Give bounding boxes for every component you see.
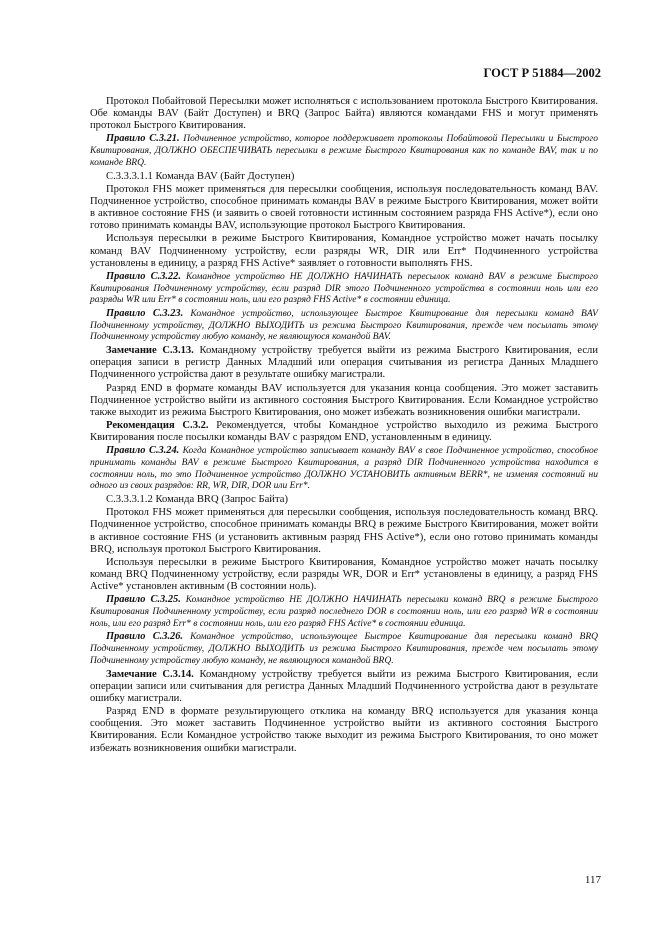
paragraph: Протокол FHS может применяться для пересылки сообщения, используя последовательность команд BAV. Подчиненное устройство, способное принимать команды BAV в режиме Быстрого Квитирования, может войти в активное состояние FHS (и заявить о своей готовности истинным состоянием разряда FHS Active*), если оно готово принимать команды BAV, использующие протокол Быстрого Квитирования.	[90, 183, 598, 232]
paragraph: Используя пересылки в режиме Быстрого Квитирования, Командное устройство может начать посылку команд BRQ Подчиненному устройству, если разряды WR, DOR и Err* установлены в единицу, а разряд FHS Active* установлен активным (В состоянии ноль).	[90, 556, 598, 593]
note-paragraph: Замечание С.3.14. Командному устройству требуется выйти из режима Быстрого Квитирования, если операции записи или считывания для регистра Данных Младший Подчиненного устройства дают в результате ошибку магистрали.	[90, 668, 599, 704]
paragraph: Протокол FHS может применяться для пересылки сообщения, используя последовательность команд BRQ. Подчиненное устройство, способное принимать команды BRQ в режиме Быстрого Квитирования, может войти в активное состояние FHS (и установить активным разряд FHS Active*), если оно готово принимать команды BRQ, используя протокол Быстрого Квитирования.	[90, 507, 598, 555]
note-paragraph: Замечание С.3.13. Командному устройству требуется выйти из режима Быстрого Квитирования, если операция записи в регистр Данных Младший или операция считывания из регистра Данных Младшего Подчиненного устройства дают в результате ошибку магистрали.	[90, 345, 599, 381]
rule-paragraph: Правило С.3.23. Командное устройство, использующее Быстрое Квитирование для пересылки команд BAV Подчиненному устройству, ДОЛЖНО ВЫХОДИТЬ из режима Быстрого Квитирования, прежде чем посылать этому Подчиненному устройству любую команду, не являющуюся командой BAV.	[90, 307, 598, 343]
paragraph: Используя пересылки в режиме Быстрого Квитирования, Командное устройство может начать посылку команд BAV Подчиненному устройству, если разряды WR, DIR или Err* Подчиненного устройства установлены в единицу, а разряд FHS Active* заявляет о готовности выполнять FHS.	[90, 233, 598, 269]
page-number: 117	[584, 874, 601, 886]
document-body	[90, 96, 598, 756]
section-heading: С.3.3.3.1.2 Команда BRQ (Запрос Байта)	[106, 494, 288, 506]
rule-paragraph: Правило С.3.24. Когда Командное устройство записывает команду BAV в свое Подчиненное устройство, способное принимать команды BAV в режиме Быстрого Квитирования, а разряд DIR Подчиненного устройства находится в состоянии ноль, то это Подчиненное устройство ДОЛЖНО УСТАНОВИТЬ активным BERR*, не изменяя состояний ни одного из своих разрядов: RR, WR, DIR, DOR или Err*.	[90, 445, 598, 492]
rule-paragraph: Правило С.3.26. Командное устройство, использующее Быстрое Квитирование для пересылки команд BRQ Подчиненному устройству, ДОЛЖНО ВЫХОДИТЬ из режима Быстрого Квитирования, прежде чем посылать этому Подчиненному устройству любую команду, не являющуюся командой BRQ.	[90, 631, 598, 666]
standard-header: ГОСТ Р 51884—2002	[483, 66, 601, 80]
paragraph: Разряд END в формате команды BAV используется для указания конца сообщения. Это может заставить Подчиненное устройство выйти из активного состояния Быстрого Квитирования. Если Командное устройство также выходит из режима Быстрого Квитирования, оно может избежать возникновения ошибки магистрали.	[90, 382, 598, 418]
paragraph: Протокол Побайтовой Пересылки может исполняться с использованием протокола Быстрого Квитирования. Обе команды BAV (Байт Доступен) и BRQ (Запрос Байта) являются командами FHS и могут применять протокол Быстрого Квитирования.	[90, 96, 598, 132]
paragraph: Разряд END в формате результирующего отклика на команду BRQ используется для указания конца сообщения. Это может заставить Подчиненное устройство выйти из активного состояния Быстрого Квитирования. Если Командное устройство также выходит из режима Быстрого Квитирования, то оно может избежать возникновения ошибки магистрали.	[90, 706, 598, 754]
section-heading: С.3.3.3.1.1 Команда BAV (Байт Доступен)	[106, 170, 295, 182]
recommendation-paragraph: Рекомендация С.3.2. Рекомендуется, чтобы Командное устройство выходило из режима Быстрого Квитирования после посылки команды BAV с разрядом END, установленным в единицу.	[90, 419, 598, 444]
rule-paragraph: Правило С.3.21. Подчиненное устройство, которое поддерживает протоколы Побайтовой Пересылки и Быстрого Квитирования, ДОЛЖНО ОБЕСПЕЧИВАТЬ пересылки в режиме Быстрого Квитирования как по команде BAV, так и по команде BRQ.	[90, 133, 598, 168]
rule-paragraph: Правило С.3.25. Командное устройство НЕ ДОЛЖНО НАЧИНАТЬ пересылки команд BRQ в режиме Быстрого Квитирования Подчиненному устройству, если разряд последнего DOR в состоянии ноль, или его разряд WR в состоянии ноль, или его разряд Err* в состоянии ноль, или его разряд FHS Active* в состоянии единица.	[90, 594, 598, 629]
rule-paragraph: Правило С.3.22. Командное устройство НЕ ДОЛЖНО НАЧИНАТЬ пересылок команд BAV в режиме Быстрого Квитирования Подчиненному устройству, если разряд DIR этого Подчиненного устройства в состоянии ноль или его разряды WR или Err* в состоянии ноль, или его разряд FHS Active* в состоянии единица.	[90, 270, 598, 306]
